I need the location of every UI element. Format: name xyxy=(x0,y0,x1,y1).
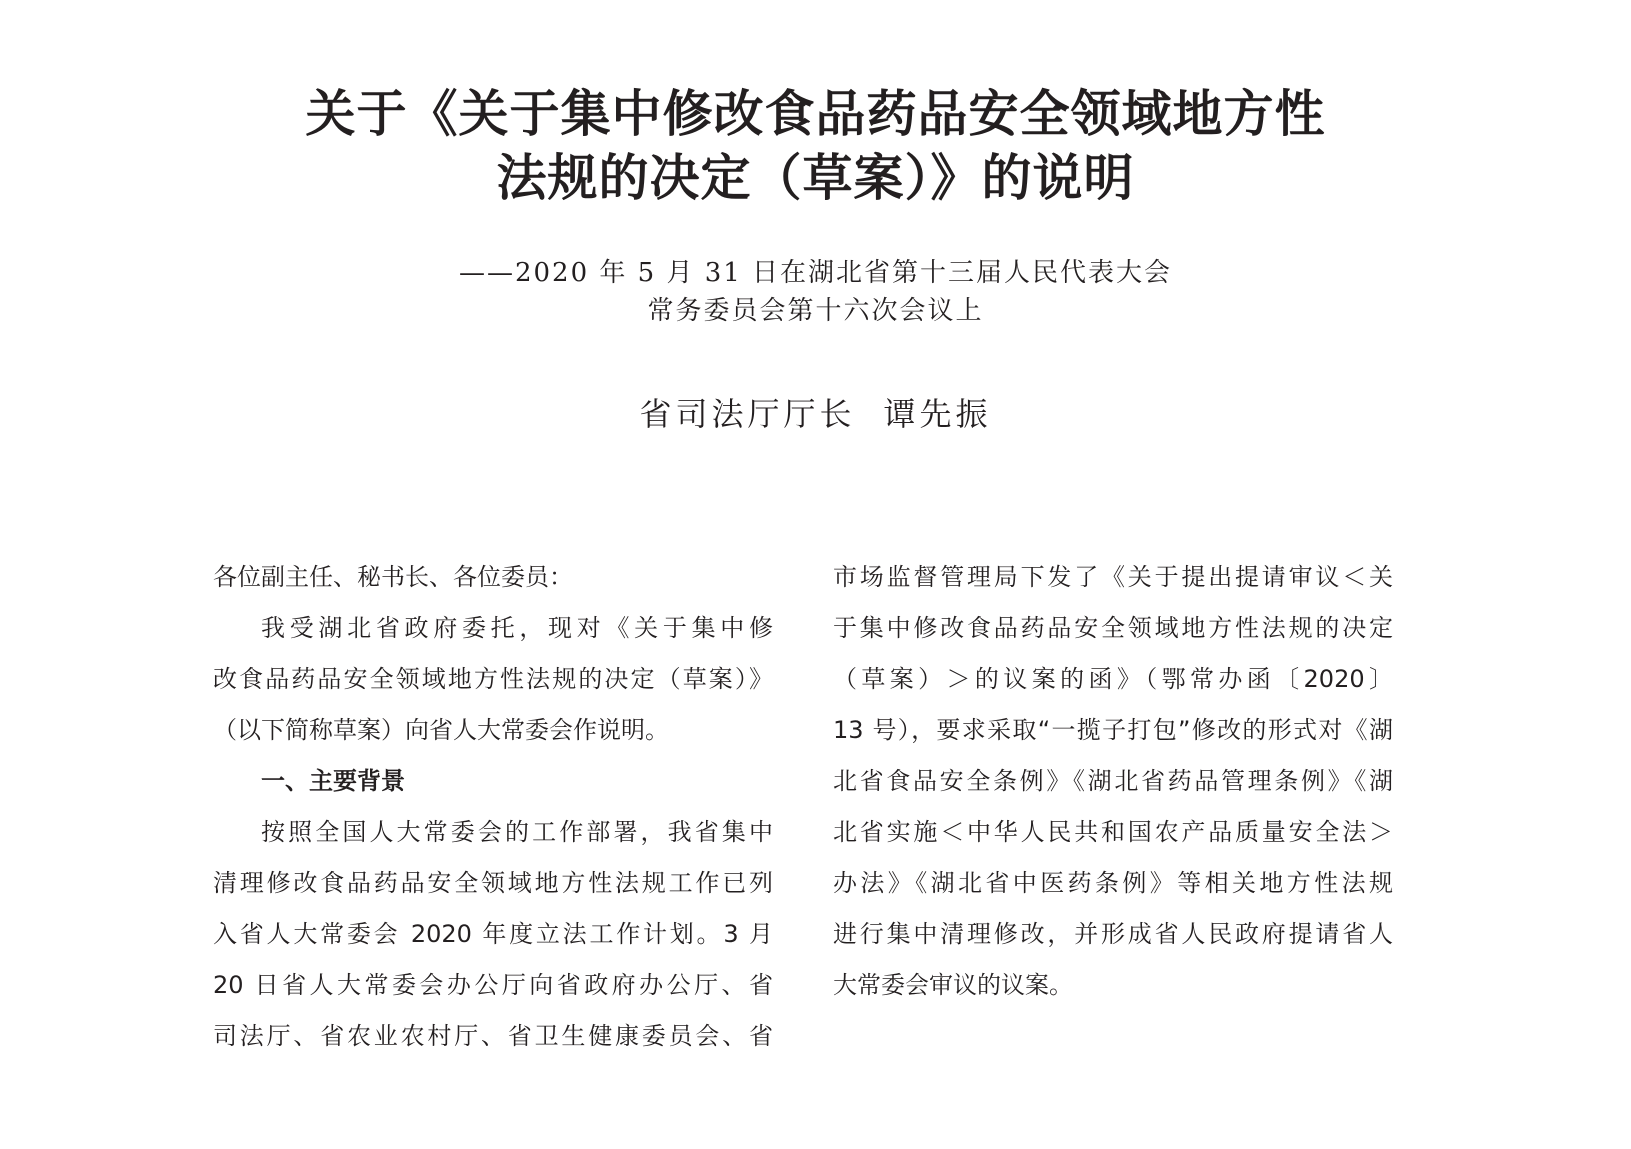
paragraph-line: 司法厅、省农业农村厅、省卫生健康委员会、省 xyxy=(213,1022,773,1050)
paragraph-line: 20 日省人大常委会办公厅向省政府办公厅、省 xyxy=(213,971,773,999)
subtitle-line-2: 常务委员会第十六次会议上 xyxy=(647,296,984,326)
paragraph-line: 北省实施＜中华人民共和国农产品质量安全法＞ xyxy=(833,818,1393,846)
paragraph-line: 13 号），要求采取“一揽子打包”修改的形式对《湖 xyxy=(833,716,1393,744)
paragraph-line: 改食品药品安全领域地方性法规的决定（草案）》 xyxy=(213,665,773,693)
body-column-left xyxy=(213,552,773,1062)
author-position: 省司法厅厅长 xyxy=(639,395,856,433)
title-line-2: 法规的决定（草案）》的说明 xyxy=(496,149,1135,207)
section-heading: 一、主要背景 xyxy=(261,767,405,795)
paragraph-line: 市场监督管理局下发了《关于提出提请审议＜关 xyxy=(833,563,1393,591)
author-line xyxy=(0,394,1631,434)
author-name: 谭先振 xyxy=(883,395,992,433)
body-column-right xyxy=(833,552,1393,1011)
paragraph-line: 我受湖北省政府委托，现对《关于集中修 xyxy=(261,614,773,642)
paragraph-line: 入省人大常委会 2020 年度立法工作计划。3 月 xyxy=(213,920,773,948)
salutation: 各位副主任、秘书长、各位委员： xyxy=(213,563,573,591)
paragraph-line: 大常委会审议的议案。 xyxy=(833,971,1073,999)
paragraph-line: 清理修改食品药品安全领域地方性法规工作已列 xyxy=(213,869,773,897)
subtitle-line-1: ——2020 年 5 月 31 日在湖北省第十三届人民代表大会 xyxy=(458,258,1173,288)
paragraph-line: （以下简称草案）向省人大常委会作说明。 xyxy=(213,716,669,744)
document-subtitle xyxy=(0,254,1631,330)
paragraph-line: （草案）＞的议案的函》（鄂常办函〔2020〕 xyxy=(833,665,1393,693)
paragraph-line: 北省食品安全条例》《湖北省药品管理条例》《湖 xyxy=(833,767,1393,795)
document-title xyxy=(0,82,1631,210)
paragraph-line: 按照全国人大常委会的工作部署，我省集中 xyxy=(261,818,773,846)
title-line-1: 关于《关于集中修改食品药品安全领域地方性 xyxy=(305,85,1326,143)
paragraph-line: 办法》《湖北省中医药条例》等相关地方性法规 xyxy=(833,869,1393,897)
paragraph-line: 进行集中清理修改，并形成省人民政府提请省人 xyxy=(833,920,1393,948)
paragraph-line: 于集中修改食品药品安全领域地方性法规的决定 xyxy=(833,614,1393,642)
